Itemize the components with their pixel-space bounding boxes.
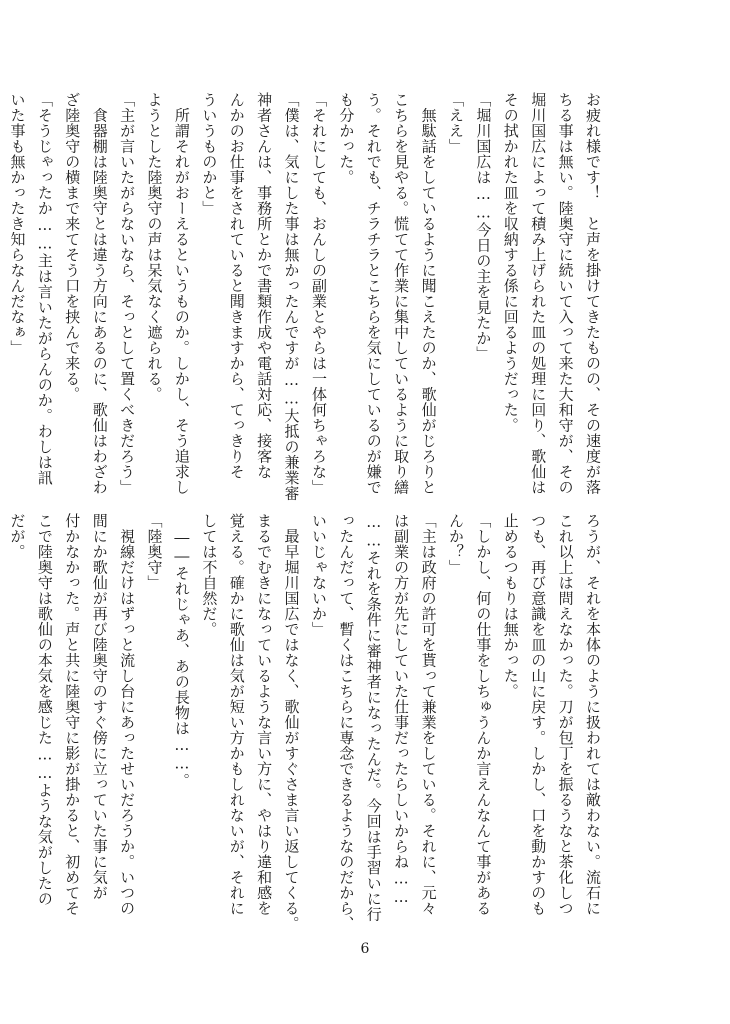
text-line: 無駄話をしているように聞こえたのか、歌仙がじろりと — [419, 92, 438, 495]
text-line: 間にか歌仙が再び陸奥守のすぐ傍に立っていた事に気が — [90, 513, 109, 901]
text-line: こちらを見やる。慌てて作業に集中しているように取り繕 — [392, 92, 411, 495]
text-line: ようとした陸奥守の声は呆気なく遮られる。 — [145, 92, 164, 402]
text-line: 「主は政府の許可を貰って兼業をしている。それに、元々 — [419, 513, 438, 916]
text-line: ……それを条件に審神者になったんだ。今回は手習いに行 — [364, 513, 383, 922]
text-line: いた事も無かったき知らなんだなぁ」 — [8, 92, 27, 356]
text-line: んかのお仕事をされていると聞きますから、てっきりそ — [227, 92, 246, 480]
text-line: だが。 — [8, 513, 27, 560]
text-line: これ以上は問えなかった。刀が包丁を振るうなと茶化しつ — [556, 513, 575, 916]
novel-text-top-block — [8, 92, 606, 501]
page-number: 6 — [360, 941, 370, 957]
text-line: ざ陸奥守の横まで来てそう口を挟んで来る。 — [63, 92, 82, 402]
text-line: ったんだって、暫くはこちらに専念できるようなのだから、 — [337, 513, 356, 932]
text-line: 「主が言いたがらないなら、そっとして置くべきだろう」 — [118, 92, 137, 495]
text-line: 「しかし、何の仕事をしちゅうんか言えんなんて事がある — [474, 513, 493, 916]
text-line: ろうが、それを本体のように扱われては敵わない。流石に — [584, 513, 602, 916]
text-line: 最早堀川国広ではなく、歌仙がすぐさま言い返してくる。 — [282, 513, 301, 932]
text-line: んか？」 — [446, 513, 465, 575]
text-line — [0, 513, 3, 921]
text-line: 食器棚は陸奥守とは違う方向にあるのに、歌仙はわざわ — [90, 92, 109, 495]
text-line: つも、再び意識を皿の山に戻す。しかし、口を動かすのも — [529, 513, 548, 916]
text-line: 「僕は、気にした事は無かったんですが……大抵の兼業審 — [282, 92, 301, 501]
text-line: ――それじゃあ、あの長物は……。 — [172, 513, 191, 789]
text-line: 「そうじゃったか……主は言いたがらんのか。わしは訊 — [35, 92, 54, 486]
text-line: まるでむきになっているような言い方に、やはり違和感を — [255, 513, 274, 916]
text-line: 止めるつもりは無かった。 — [501, 513, 520, 699]
text-line: 覚える。確かに歌仙は気が短い方かもしれないが、それに — [227, 513, 246, 916]
text-line: 神者さんは、事務所とかで書類作成や電話対応、接客な — [255, 92, 274, 480]
text-line: 「堀川国広は……今日の主を見たか」 — [474, 92, 493, 362]
text-line: 「ええ」 — [446, 92, 465, 154]
text-line: 所謂それがおーえるというものか。しかし、そう追求し — [172, 92, 191, 495]
text-line: 「それにしても、おんしの副業とやらは一体何ちゃろな」 — [309, 92, 328, 495]
text-line: 「陸奥守」 — [145, 513, 164, 591]
text-line: しては不自然だ。 — [200, 513, 219, 637]
text-line: お疲れ様です！ と声を掛けてきたものの、その速度が落 — [584, 92, 602, 495]
text-line: こで陸奥守は歌仙の本気を感じた……ような気がしたの — [35, 513, 54, 907]
text-line: その拭かれた皿を収納する係に回るようだった。 — [501, 92, 520, 433]
text-line: 堀川国広によって積み上げられた皿の処理に回り、歌仙は — [529, 92, 548, 495]
text-line: も分かった。 — [337, 92, 356, 185]
novel-text-bottom-block — [8, 513, 606, 932]
text-line: う。それでも、チラチラとこちらを気にしているのが嫌で — [364, 92, 383, 495]
text-line: は副業の方が先にしていた仕事だったらしいからね…… — [392, 513, 411, 907]
text-line: 付かなかった。声と共に陸奥守に影が掛かると、初めてそ — [63, 513, 82, 916]
text-line: ちる事は無い。陸奥守に続いて入って来た大和守が、その — [556, 92, 575, 495]
text-line: ういうものかと」 — [200, 92, 219, 216]
text-line — [0, 92, 3, 500]
text-line: いいじゃないか」 — [309, 513, 328, 637]
text-line: 視線だけはずっと流し台にあったせいだろうか。いつの — [118, 513, 137, 916]
